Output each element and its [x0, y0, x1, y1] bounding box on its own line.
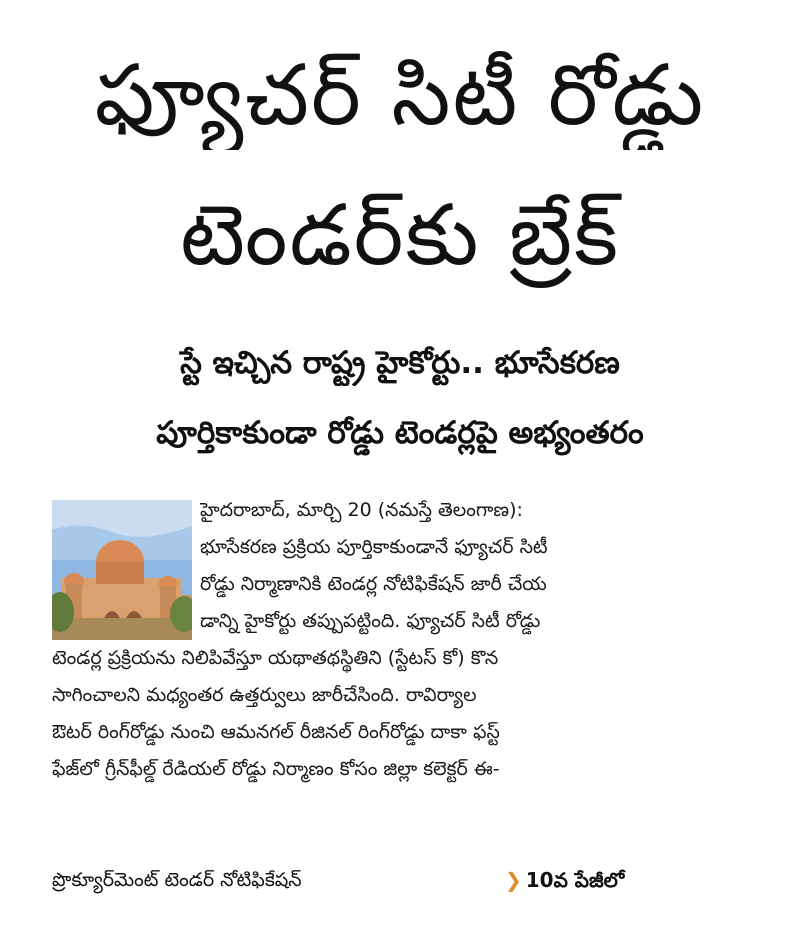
article-line: ఔటర్ రింగ్‌రోడ్డు నుంచి ఆమనగల్ రీజినల్ రింగ్‌రోడ్డు దాకా ఫస్ట్ — [52, 721, 500, 743]
article-body-narrow-column — [200, 492, 780, 640]
headline-line-2: టెండర్‌కు బ్రేక్ — [180, 186, 620, 284]
article-line: భూసేకరణ ప్రక్రియ పూర్తికాకుండానే ఫ్యూచర్ సిటీ — [200, 536, 548, 558]
headline-line-1: ఫ్యూచర్ సిటీ రోడ్డు — [94, 46, 706, 144]
continued-on-page-link[interactable] — [505, 862, 624, 899]
subheadline-line-1: స్టే ఇచ్చిన రాష్ట్ర హైకోర్టు.. భూసేకరణ — [180, 345, 620, 381]
continued-on-page-label: 10వ పేజీలో — [525, 868, 625, 892]
subheadline-line-2: పూర్తికాకుండా రోడ్డు టెండర్లపై అభ్యంతరం — [156, 415, 644, 451]
high-court-photo — [52, 500, 192, 640]
article-line: సాగించాలని మధ్యంతర ఉత్తర్వులు జారీచేసింది. రావిర్యాల — [52, 684, 477, 706]
article-body-wide-column — [52, 640, 782, 788]
article-line: ప్రొక్యూర్‌మెంట్ టెండర్ నోటిఫికేషన్ — [52, 869, 302, 891]
article-line: డాన్ని హైకోర్టు తప్పుపట్టింది. ఫ్యూచర్ సిటీ రోడ్డు — [200, 610, 541, 632]
article-line: టెండర్ల ప్రక్రియను నిలిపివేస్తూ యథాతథస్థితిని (స్టేటస్ కో) కొన — [52, 647, 499, 669]
article-line: హైదరాబాద్, మార్చి 20 (నమస్తే తెలంగాణ): — [200, 499, 523, 521]
chevron-right-icon: ❯ — [505, 868, 522, 892]
article-last-line — [52, 862, 782, 899]
high-court-building-image — [52, 500, 192, 640]
article-line: ఫేజ్‌లో గ్రీన్‌ఫీల్డ్ రేడియల్ రోడ్డు నిర్మాణం కోసం జిల్లా కలెక్టర్ ఈ- — [52, 758, 500, 780]
article-line: రోడ్డు నిర్మాణానికి టెండర్ల నోటిఫికేషన్ జారీ చేయ — [200, 573, 547, 595]
